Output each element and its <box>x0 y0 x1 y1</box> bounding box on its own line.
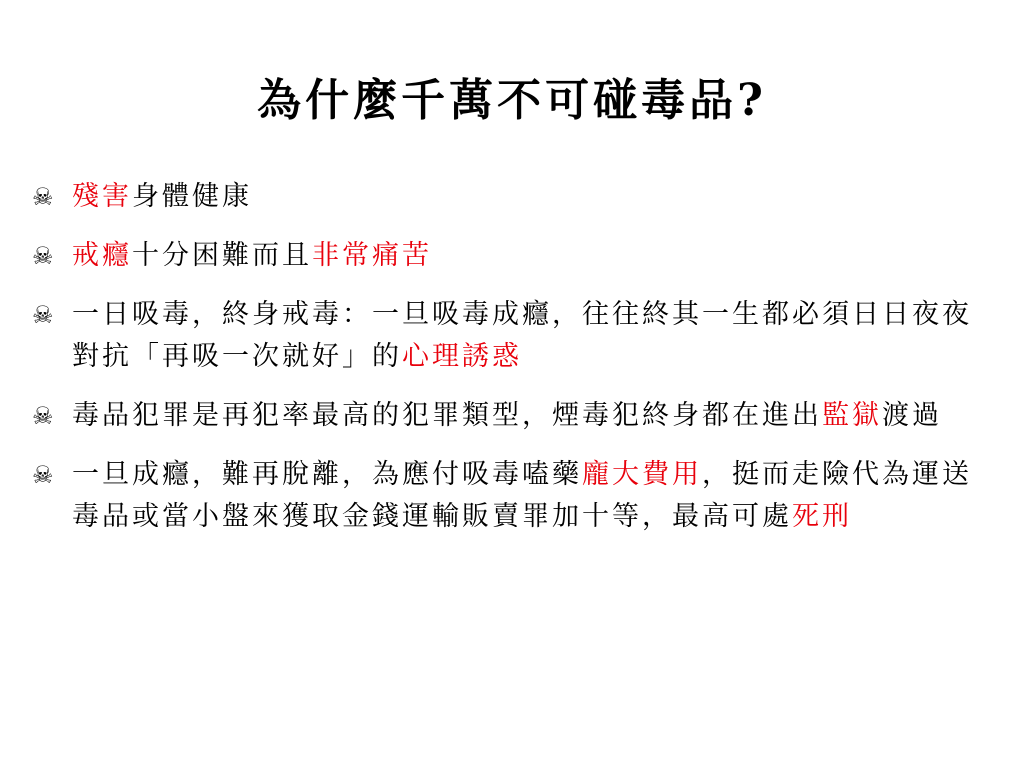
body-text: 渡過 <box>882 400 942 431</box>
body-text: ，挺而走險代為運送毒品或當小盤來獲取金錢運輸販賣罪加十等，最高可處 <box>72 459 972 532</box>
emphasis-text: 非常痛苦 <box>312 240 432 271</box>
bullet-list <box>30 176 990 555</box>
skull-crossbones-icon: ☠ <box>32 183 54 211</box>
body-text: 一日吸毒，終身戒毒：一旦吸毒成癮，往往終其一生都必須日日夜夜對抗「再吸一次就好」的 <box>72 299 972 372</box>
skull-crossbones-icon: ☠ <box>32 461 54 489</box>
body-text: 一旦成癮，難再脫離，為應付吸毒嗑藥 <box>72 459 582 490</box>
skull-crossbones-icon: ☠ <box>32 301 54 329</box>
skull-crossbones-icon: ☠ <box>32 242 54 270</box>
body-text: 身體健康 <box>132 181 252 212</box>
slide-title: 為什麼千萬不可碰毒品? <box>257 75 767 126</box>
emphasis-text: 心理誘惑 <box>402 341 522 372</box>
emphasis-text: 死刑 <box>792 501 852 532</box>
emphasis-text: 監獄 <box>822 400 882 431</box>
bullet-item <box>30 454 990 538</box>
emphasis-text: 殘害 <box>72 181 132 212</box>
emphasis-text: 龐大費用 <box>582 459 702 490</box>
emphasis-text: 戒癮 <box>72 240 132 271</box>
bullet-item <box>30 294 990 378</box>
bullet-item <box>30 395 990 437</box>
skull-crossbones-icon: ☠ <box>32 402 54 430</box>
bullet-item <box>30 176 990 218</box>
bullet-item <box>30 235 990 277</box>
body-text: 毒品犯罪是再犯率最高的犯罪類型，煙毒犯終身都在進出 <box>72 400 822 431</box>
body-text: 十分困難而且 <box>132 240 312 271</box>
